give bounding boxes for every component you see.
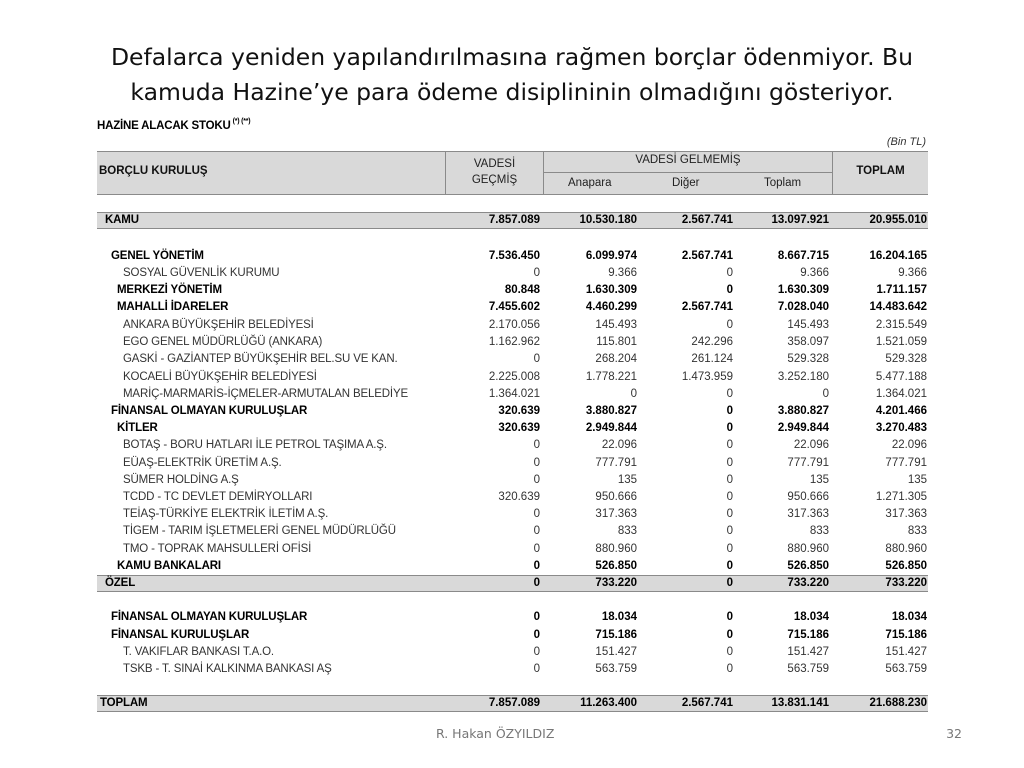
row-value: 3.880.827 (777, 405, 829, 417)
table-row (97, 609, 928, 626)
row-value: 7.028.040 (777, 301, 829, 313)
row-label: TOPLAM (100, 697, 148, 709)
row-value: 0 (533, 457, 540, 469)
row-value: 0 (533, 663, 540, 675)
table-row (97, 437, 928, 454)
table-row (97, 558, 928, 575)
row-value: 9.366 (800, 267, 829, 279)
row-value: 880.960 (787, 543, 829, 555)
row-label: TEİAŞ-TÜRKİYE ELEKTRİK İLETİM A.Ş. (123, 508, 329, 520)
table-row (97, 541, 928, 558)
row-label: ÖZEL (105, 577, 136, 589)
row-value: 2.949.844 (777, 422, 829, 434)
table-row (97, 265, 928, 282)
row-value: 22.096 (601, 439, 637, 451)
row-label: KİTLER (117, 422, 158, 434)
row-value: 7.536.450 (488, 250, 540, 262)
row-value: 833 (907, 525, 927, 537)
row-value: 0 (726, 611, 733, 623)
row-label: EÜAŞ-ELEKTRİK ÜRETİM A.Ş. (123, 457, 282, 469)
row-label: GASKİ - GAZİANTEP BÜYÜKŞEHİR BEL.SU VE KAN. (123, 353, 398, 365)
row-label: FİNANSAL KURULUŞLAR (111, 629, 250, 641)
table-row-total (97, 212, 928, 229)
row-value: 0 (726, 560, 733, 572)
row-value: 145.493 (595, 319, 637, 331)
table-title-text: HAZİNE ALACAK STOKU (97, 120, 231, 132)
row-value: 7.857.089 (488, 214, 540, 226)
row-value: 9.366 (608, 267, 637, 279)
row-value: 1.778.221 (585, 371, 637, 383)
row-value: 0 (726, 629, 733, 641)
row-value: 242.296 (691, 336, 733, 348)
row-value: 2.170.056 (488, 319, 540, 331)
row-value: 16.204.165 (869, 250, 927, 262)
row-label: MAHALLİ İDARELER (117, 301, 229, 313)
row-label: TMO - TOPRAK MAHSULLERİ OFİSİ (123, 543, 312, 555)
table-row (97, 369, 928, 386)
row-label: TCDD - TC DEVLET DEMİRYOLLARI (123, 491, 313, 503)
table-row (97, 472, 928, 489)
table-row (97, 334, 928, 351)
row-value: 358.097 (787, 336, 829, 348)
row-value: 0 (533, 543, 540, 555)
row-value: 0 (533, 474, 540, 486)
row-value: 0 (726, 422, 733, 434)
row-label: MERKEZİ YÖNETİM (117, 284, 222, 296)
table-row (97, 282, 928, 299)
row-value: 151.427 (885, 646, 927, 658)
row-value: 563.759 (595, 663, 637, 675)
header-bottom-border (97, 194, 928, 195)
row-value: 0 (726, 577, 733, 589)
row-value: 0 (726, 543, 733, 555)
row-value: 2.567.741 (681, 697, 733, 709)
row-value: 880.960 (885, 543, 927, 555)
row-value: 3.270.483 (875, 422, 927, 434)
row-value: 1.521.059 (875, 336, 927, 348)
row-value: 2.949.844 (585, 422, 637, 434)
row-value: 1.271.305 (875, 491, 927, 503)
table-row (97, 506, 928, 523)
row-value: 950.666 (787, 491, 829, 503)
table-row (97, 299, 928, 316)
row-value: 0 (533, 611, 540, 623)
row-value: 5.477.188 (875, 371, 927, 383)
table-row (97, 403, 928, 420)
row-value: 563.759 (787, 663, 829, 675)
row-value: 1.473.959 (681, 371, 733, 383)
row-value: 2.567.741 (681, 250, 733, 262)
row-label: FİNANSAL OLMAYAN KURULUŞLAR (111, 405, 308, 417)
table-row (97, 627, 928, 644)
row-value: 6.099.974 (585, 250, 637, 262)
table-title-notes: (*) (**) (232, 118, 251, 125)
row-value: 135 (809, 474, 829, 486)
row-value: 733.220 (885, 577, 927, 589)
row-value: 833 (809, 525, 829, 537)
footer-page-number: 32 (946, 726, 962, 741)
row-value: 9.366 (898, 267, 927, 279)
row-value: 526.850 (595, 560, 637, 572)
row-value: 22.096 (891, 439, 927, 451)
row-value: 13.831.141 (771, 697, 829, 709)
row-value: 0 (726, 525, 733, 537)
row-label: SOSYAL GÜVENLİK KURUMU (123, 267, 280, 279)
row-value: 320.639 (498, 405, 540, 417)
row-value: 21.688.230 (869, 697, 927, 709)
row-value: 261.124 (691, 353, 733, 365)
row-value: 777.791 (595, 457, 637, 469)
row-label: BOTAŞ - BORU HATLARI İLE PETROL TAŞIMA A.Ş. (123, 439, 387, 451)
row-value: 0 (726, 474, 733, 486)
row-value: 80.848 (504, 284, 540, 296)
row-value: 833 (617, 525, 637, 537)
row-value: 526.850 (787, 560, 829, 572)
header-vadesi-gecmis (446, 156, 543, 188)
row-value: 0 (533, 646, 540, 658)
row-label: KAMU BANKALARI (117, 560, 221, 572)
row-value: 0 (533, 508, 540, 520)
row-value: 715.186 (787, 629, 829, 641)
row-value: 0 (726, 319, 733, 331)
row-value: 777.791 (885, 457, 927, 469)
row-value: 22.096 (793, 439, 829, 451)
row-value: 2.567.741 (681, 214, 733, 226)
row-value: 11.263.400 (580, 697, 637, 709)
row-label: KAMU (105, 214, 139, 226)
row-value: 0 (726, 405, 733, 417)
header-toplam-sub: Toplam (764, 177, 802, 189)
row-value: 0 (533, 353, 540, 365)
row-value: 115.801 (596, 336, 637, 348)
header-vadesi-gelmemis: VADESİ GELMEMİŞ (635, 154, 741, 166)
row-value: 0 (726, 508, 733, 520)
row-value: 7.455.602 (488, 301, 540, 313)
row-value: 268.204 (595, 353, 637, 365)
table-row (97, 420, 928, 437)
unit-label: (Bin TL) (886, 136, 926, 148)
row-value: 0 (726, 388, 733, 400)
row-value: 0 (630, 388, 637, 400)
row-value: 526.850 (885, 560, 927, 572)
row-value: 18.034 (793, 611, 829, 623)
row-value: 2.315.549 (875, 319, 927, 331)
row-value: 8.667.715 (777, 250, 829, 262)
row-value: 0 (533, 439, 540, 451)
table-row (97, 317, 928, 334)
row-value: 733.220 (595, 577, 637, 589)
row-label: MARİÇ-MARMARİS-İÇMELER-ARMUTALAN BELEDİYE (123, 388, 409, 400)
row-value: 10.530.180 (579, 214, 637, 226)
header-vadesi-gecmis-line-1: VADESİ (473, 158, 516, 170)
row-value: 715.186 (885, 629, 927, 641)
row-value: 320.639 (498, 491, 540, 503)
table-row (97, 489, 928, 506)
row-value: 715.186 (595, 629, 637, 641)
table-row-total (97, 695, 928, 712)
header-toplam: TOPLAM (856, 165, 905, 177)
header-borclu-kurulus: BORÇLU KURULUŞ (99, 165, 208, 177)
table-title (97, 120, 250, 132)
row-value: 0 (726, 457, 733, 469)
row-value: 317.363 (885, 508, 927, 520)
table-row (97, 351, 928, 368)
row-value: 14.483.642 (869, 301, 927, 313)
row-value: 950.666 (595, 491, 637, 503)
row-value: 4.201.466 (875, 405, 927, 417)
table-row (97, 644, 928, 661)
row-value: 1.630.309 (777, 284, 829, 296)
row-value: 320.639 (498, 422, 540, 434)
row-value: 1.711.157 (876, 284, 927, 296)
row-label: FİNANSAL OLMAYAN KURULUŞLAR (111, 611, 308, 623)
row-value: 3.252.180 (777, 371, 829, 383)
row-value: 2.225.008 (488, 371, 540, 383)
row-value: 1.364.021 (875, 388, 927, 400)
row-value: 0 (726, 663, 733, 675)
row-label: TİGEM - TARIM İŞLETMELERİ GENEL MÜDÜRLÜĞÜ (123, 525, 396, 537)
row-value: 0 (726, 439, 733, 451)
row-value: 0 (533, 629, 540, 641)
table-row (97, 248, 928, 265)
row-value: 2.567.741 (681, 301, 733, 313)
header-anapara: Anapara (568, 177, 612, 189)
row-value: 1.630.309 (585, 284, 637, 296)
row-value: 317.363 (595, 508, 637, 520)
row-value: 0 (533, 525, 540, 537)
footer-author: R. Hakan ÖZYILDIZ (436, 726, 555, 741)
row-value: 7.857.089 (488, 697, 540, 709)
table-row-total (97, 575, 928, 592)
row-value: 1.364.021 (488, 388, 540, 400)
slide-title-line-1: Defalarca yeniden yapılandırılmasına rağmen borçlar ödenmiyor. Bu (110, 43, 914, 71)
row-label: ANKARA BÜYÜKŞEHİR BELEDİYESİ (123, 319, 314, 331)
row-value: 0 (822, 388, 829, 400)
row-value: 151.427 (595, 646, 637, 658)
row-value: 18.034 (601, 611, 637, 623)
row-value: 145.493 (787, 319, 829, 331)
row-value: 135 (617, 474, 637, 486)
row-value: 18.034 (891, 611, 927, 623)
row-value: 880.960 (595, 543, 637, 555)
row-value: 135 (907, 474, 927, 486)
row-value: 20.955.010 (869, 214, 927, 226)
header-diger: Diğer (672, 177, 700, 189)
row-value: 0 (533, 560, 540, 572)
slide-title-line-2: kamuda Hazine’ye para ödeme disiplininin olmadığını gösteriyor. (130, 78, 894, 106)
row-value: 0 (726, 646, 733, 658)
row-label: EGO GENEL MÜDÜRLÜĞÜ (ANKARA) (123, 336, 323, 348)
table-row (97, 523, 928, 540)
row-value: 0 (533, 577, 540, 589)
row-value: 563.759 (885, 663, 927, 675)
row-value: 777.791 (787, 457, 829, 469)
row-label: TSKB - T. SINAİ KALKINMA BANKASI AŞ (123, 663, 332, 675)
header-top-border (97, 151, 928, 152)
row-label: SÜMER HOLDİNG A.Ş (123, 474, 239, 486)
row-value: 529.328 (787, 353, 829, 365)
row-value: 4.460.299 (585, 301, 637, 313)
header-vadesi-gecmis-line-2: GEÇMİŞ (471, 174, 518, 186)
row-label: KOCAELİ BÜYÜKŞEHİR BELEDİYESİ (123, 371, 317, 383)
row-value: 13.097.921 (771, 214, 829, 226)
row-value: 317.363 (787, 508, 829, 520)
header-divider (544, 172, 832, 173)
row-value: 733.220 (787, 577, 829, 589)
row-label: T. VAKIFLAR BANKASI T.A.O. (123, 646, 274, 658)
row-label: GENEL YÖNETİM (111, 250, 204, 262)
row-value: 529.328 (885, 353, 927, 365)
row-value: 0 (726, 267, 733, 279)
row-value: 1.162.962 (488, 336, 540, 348)
table-row (97, 661, 928, 678)
table-row (97, 455, 928, 472)
slide-title (40, 40, 984, 110)
table-row (97, 386, 928, 403)
row-value: 0 (533, 267, 540, 279)
row-value: 0 (726, 491, 733, 503)
row-value: 0 (726, 284, 733, 296)
row-value: 3.880.827 (585, 405, 637, 417)
row-value: 151.427 (787, 646, 829, 658)
